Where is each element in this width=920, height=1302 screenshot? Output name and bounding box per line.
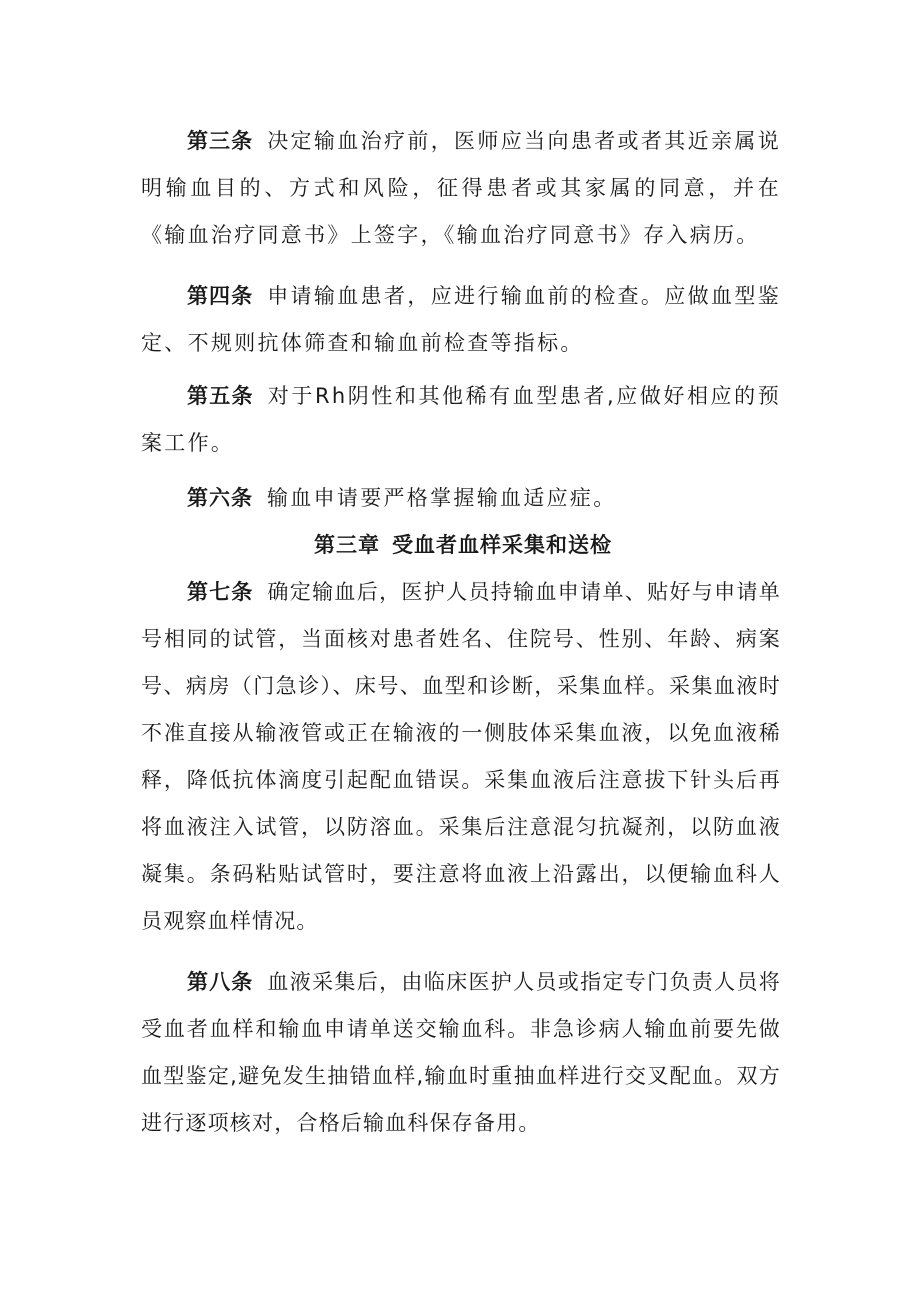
article-4-label: 第四条: [187, 284, 254, 308]
article-7-label: 第七条: [187, 580, 254, 604]
article-8: [141, 959, 781, 1147]
article-6-text: 输血申请要严格掌握输血适应症。: [267, 486, 617, 510]
article-7-text: 确定输血后，医护人员持输血申请单、贴好与申请单号相同的试管，当面核对患者姓名、住院号、性别、年龄、病案号、病房（门急诊）、床号、血型和诊断，采集血样。采集血液时不准直接从输液管或正在输液的一侧肢体采集血液，以免血液稀释，降低抗体滴度引起配血错误。采集血液后注意拔下针头后再将血液注入试管，以防溶血。采集后注意混匀抗凝剂，以防血液凝集。条码粘贴试管时，要注意将血液上沿露出，以便输血科人员观察血样情况。: [141, 580, 782, 933]
chapter-number: 第三章: [314, 533, 380, 557]
article-4-text: 申请输血患者，应进行输血前的检查。应做血型鉴定、不规则抗体筛查和输血前检查等指标。: [141, 284, 782, 355]
spacer: [141, 467, 781, 475]
article-5-label: 第五条: [187, 384, 254, 408]
article-4: [141, 273, 781, 367]
document-page: [141, 118, 781, 1147]
article-8-label: 第八条: [187, 970, 254, 994]
article-6-label: 第六条: [187, 486, 253, 510]
article-7: [141, 569, 781, 945]
chapter-title: 受血者血样采集和送检: [392, 533, 612, 557]
article-5: [141, 373, 781, 467]
article-5-text: 对于Rh阴性和其他稀有血型患者,应做好相应的预案工作。: [141, 384, 782, 455]
article-3-label: 第三条: [187, 129, 254, 153]
article-3-text: 决定输血治疗前，医师应当向患者或者其近亲属说明输血目的、方式和风险，征得患者或其家属的同意，并在《输血治疗同意书》上签字，《输血治疗同意书》存入病历。: [141, 129, 782, 247]
spacer: [141, 945, 781, 959]
spacer: [141, 259, 781, 273]
article-6: [141, 475, 781, 522]
article-3: [141, 118, 781, 259]
chapter-heading: [141, 522, 781, 569]
article-8-text: 血液采集后，由临床医护人员或指定专门负责人员将受血者血样和输血申请单送交输血科。非急诊病人输血前要先做血型鉴定,避免发生抽错血样,输血时重抽血样进行交叉配血。双方进行逐项核对，合格后输血科保存备用。: [141, 970, 782, 1135]
